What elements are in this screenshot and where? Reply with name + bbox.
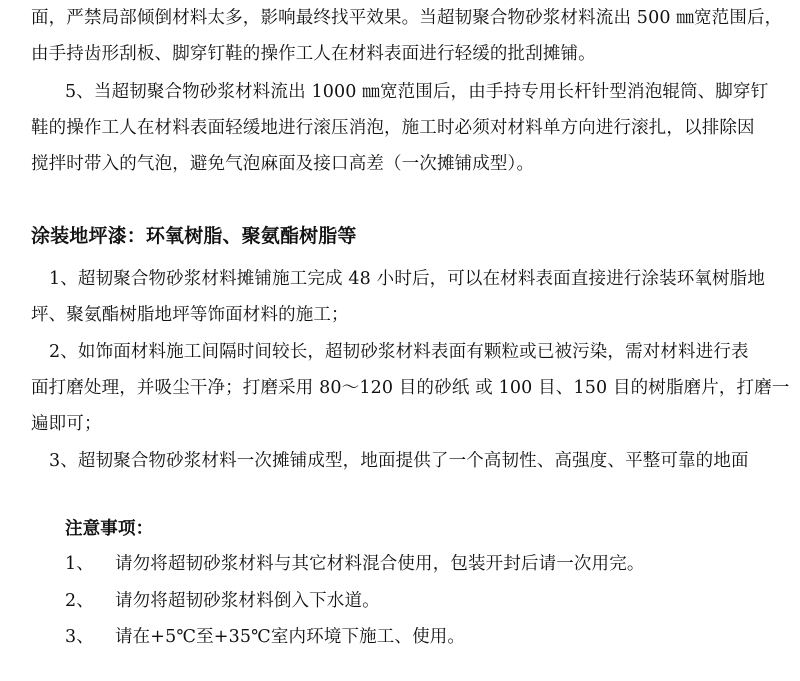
note-number: 2、 — [65, 591, 94, 611]
note-number: 3、 — [65, 627, 94, 647]
paragraph-line: 搅拌时带入的气泡，避免气泡麻面及接口高差（一次摊铺成型）。 — [31, 154, 535, 174]
coating-item-1-line: 1、超韧聚合物砂浆材料摊铺施工完成 48 小时后，可以在材料表面直接进行涂装环氧树脂地 — [49, 269, 765, 289]
note-number: 1、 — [65, 554, 94, 574]
coating-item-3-line: 3、超韧聚合物砂浆材料一次摊铺成型，地面提供了一个高韧性、高强度、平整可靠的地面 — [49, 451, 749, 471]
step-5-line: 5、当超韧聚合物砂浆材料流出 1000 ㎜宽范围后，由手持专用长杆针型消泡辊筒、脚穿钉 — [65, 82, 769, 102]
note-item — [65, 625, 465, 649]
note-text: 请勿将超韧砂浆材料与其它材料混合使用，包装开封后请一次用完。 — [115, 554, 645, 574]
paragraph-line: 面打磨处理，并吸尘干净；打磨采用 80～120 目的砂纸 或 100 目、150 目的树脂磨片，打磨一 — [31, 378, 790, 398]
paragraph-line: 面，严禁局部倾倒材料太多，影响最终找平效果。当超韧聚合物砂浆材料流出 500 ㎜宽范围后， — [31, 8, 783, 28]
paragraph-line: 由手持齿形刮板、脚穿钉鞋的操作工人在材料表面进行轻缓的批刮摊铺。 — [31, 44, 596, 64]
notes-title: 注意事项： — [65, 519, 154, 539]
note-item — [65, 589, 380, 613]
paragraph-line: 鞋的操作工人在材料表面轻缓地进行滚压消泡，施工时必须对材料单方向进行滚扎，以排除因 — [31, 118, 755, 138]
note-text: 请在+5℃至+35℃室内环境下施工、使用。 — [115, 627, 466, 647]
note-text: 请勿将超韧砂浆材料倒入下水道。 — [115, 591, 380, 611]
coating-item-2-line: 2、如饰面材料施工间隔时间较长，超韧砂浆材料表面有颗粒或已被污染，需对材料进行表 — [49, 342, 749, 362]
note-item — [65, 552, 645, 576]
paragraph-line: 坪、聚氨酯树脂地坪等饰面材料的施工； — [31, 305, 349, 325]
section-heading: 涂装地坪漆：环氧树脂、聚氨酯树脂等 — [31, 225, 357, 247]
paragraph-line: 遍即可； — [31, 414, 102, 434]
